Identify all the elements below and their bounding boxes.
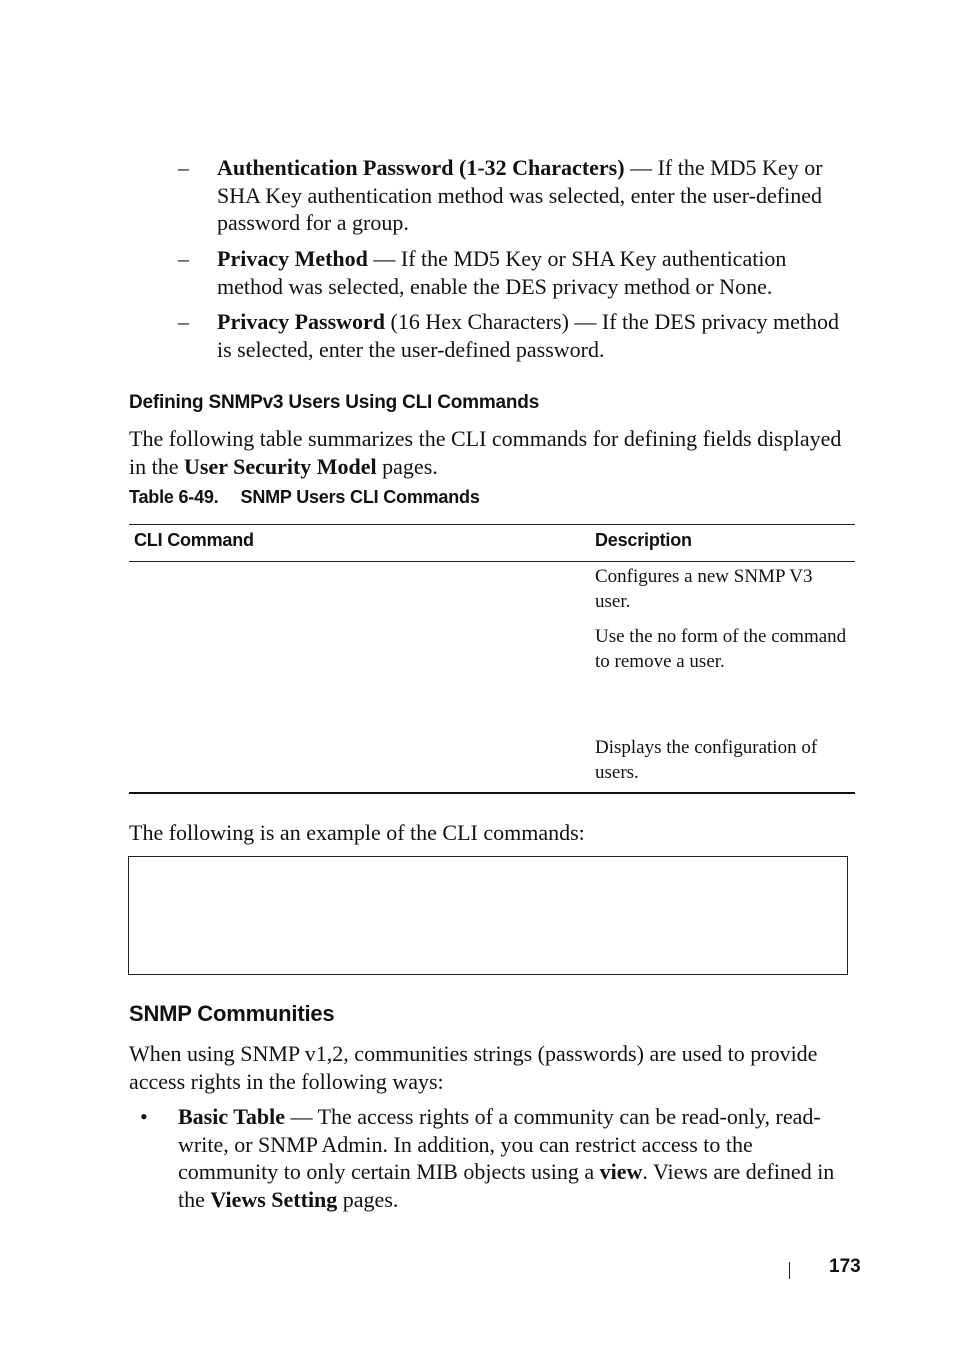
table-cell-description: Use the no form of the command to remove a user. bbox=[595, 626, 847, 672]
dash-marker: – bbox=[178, 155, 189, 180]
dash-marker: – bbox=[178, 309, 189, 334]
table-caption bbox=[129, 486, 480, 508]
bullet-text-part: . Views are defined in the bbox=[178, 1159, 835, 1212]
definition: — If the MD5 Key or SHA Key authentication method was selected, enter the user-defined password for a group. bbox=[217, 155, 823, 235]
table-cell-description: Configures a new SNMP V3 user. bbox=[595, 566, 813, 612]
table-bottom-rule bbox=[129, 792, 855, 794]
bullet-text-part: pages. bbox=[337, 1186, 399, 1212]
section-heading: SNMP Communities bbox=[129, 1001, 335, 1026]
intro-paragraph bbox=[129, 425, 849, 480]
intro-bold: User Security Model bbox=[184, 453, 377, 479]
dash-item-text bbox=[217, 308, 857, 363]
bullet-bold-view: view bbox=[599, 1159, 643, 1184]
dash-item-text bbox=[217, 154, 857, 237]
term: Authentication Password (1-32 Characters) bbox=[217, 155, 625, 180]
table-number: Table 6-49. bbox=[129, 487, 219, 507]
example-intro: The following is an example of the CLI commands: bbox=[129, 820, 585, 845]
subsection-heading: Defining SNMPv3 Users Using CLI Commands bbox=[129, 392, 540, 413]
bullet-text bbox=[178, 1103, 858, 1213]
dash-marker: – bbox=[178, 246, 189, 271]
dash-item-text bbox=[217, 245, 857, 300]
table-header-rule bbox=[129, 561, 855, 562]
definition: (16 Hex Characters) — If the DES privacy method is selected, enter the user-defined password. bbox=[217, 309, 839, 362]
bullet-term: Basic Table bbox=[178, 1104, 285, 1129]
bullet-bold-views-setting: Views Setting bbox=[210, 1186, 338, 1212]
table-title: SNMP Users CLI Commands bbox=[240, 487, 480, 507]
intro-text-end: pages. bbox=[376, 453, 438, 479]
code-example-box bbox=[128, 856, 848, 975]
table-cell-description: Displays the configuration of users. bbox=[595, 737, 818, 783]
footer-separator bbox=[789, 1262, 790, 1279]
page-number: 173 bbox=[829, 1256, 861, 1277]
column-header-command: CLI Command bbox=[134, 530, 254, 550]
term: Privacy Method bbox=[217, 246, 368, 271]
section-intro: When using SNMP v1,2, communities strings (passwords) are used to provide access rights in the following ways: bbox=[129, 1041, 818, 1094]
bullet-text-part: — The access rights of a community can be read-only, read-write, or SNMP Admin. In addition, you can restrict access to the community to only certain MIB objects using a bbox=[178, 1104, 821, 1184]
bullet-marker: • bbox=[140, 1104, 148, 1129]
definition: — If the MD5 Key or SHA Key authentication method was selected, enable the DES privacy method or None. bbox=[217, 246, 787, 299]
column-header-description: Description bbox=[595, 530, 692, 550]
term: Privacy Password bbox=[217, 309, 386, 334]
intro-text: The following table summarizes the CLI commands for defining fields displayed in the bbox=[129, 426, 842, 479]
table-top-rule bbox=[129, 524, 855, 525]
